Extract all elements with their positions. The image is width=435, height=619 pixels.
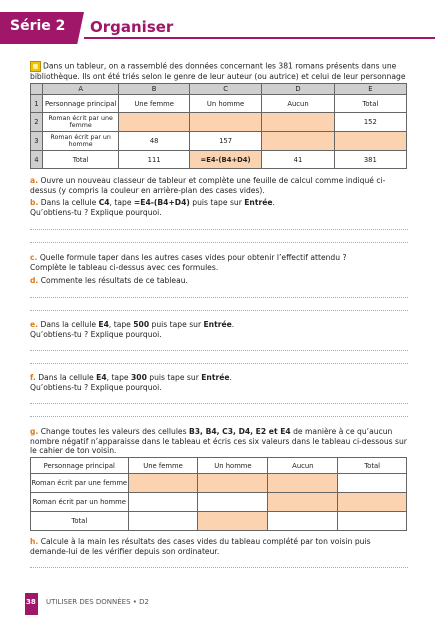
answer-line <box>30 416 408 417</box>
table-cell: Roman écrit par une femme <box>31 474 129 493</box>
key-name: Entrée <box>203 320 232 329</box>
question-d <box>30 276 410 286</box>
cell-ref: C4 <box>98 198 110 207</box>
table-cell: Total <box>334 95 406 113</box>
question-f <box>30 373 410 392</box>
question-letter: b. <box>30 198 39 207</box>
question-e <box>30 320 410 339</box>
table-cell: Roman écrit par une femme <box>42 113 119 132</box>
table-cell: Une femme <box>119 95 189 113</box>
col-header: A <box>42 84 119 95</box>
value-text: 500 <box>133 320 150 329</box>
empty-cell <box>198 474 268 493</box>
empty-cell <box>268 474 338 493</box>
empty-cell <box>128 512 198 531</box>
table-row <box>31 95 407 113</box>
empty-cell <box>262 113 334 132</box>
empty-cell <box>128 474 198 493</box>
col-header: E <box>334 84 406 95</box>
table-cell: Total <box>42 151 119 169</box>
table-cell: Roman écrit par un homme <box>31 493 129 512</box>
empty-cell <box>338 512 407 531</box>
col-header: Une femme <box>128 458 198 474</box>
question-text: Dans la cellule <box>38 373 97 382</box>
question-text: puis tape sur <box>149 320 204 329</box>
table-cell: Aucun <box>262 95 334 113</box>
table-cell: 157 <box>189 132 261 151</box>
answer-line <box>30 242 408 243</box>
answer-line <box>30 310 408 311</box>
row-index: 4 <box>31 151 43 169</box>
table-cell: Roman écrit par un homme <box>42 132 119 151</box>
question-c <box>30 253 410 272</box>
neighbour-table <box>30 457 407 531</box>
question-text: . <box>231 320 235 329</box>
empty-cell <box>198 493 268 512</box>
table-row <box>31 493 407 512</box>
table-row <box>31 151 407 169</box>
empty-cell <box>262 132 334 151</box>
cell-ref: E4 <box>98 320 109 329</box>
corner-cell <box>31 84 43 95</box>
answer-line <box>30 567 408 568</box>
table-cell: 48 <box>119 132 189 151</box>
question-g <box>30 427 410 456</box>
table-header-row <box>31 458 407 474</box>
question-b <box>30 198 410 217</box>
table-row <box>31 512 407 531</box>
key-name: Entrée <box>201 373 230 382</box>
answer-line <box>30 297 408 298</box>
question-letter: c. <box>30 253 38 262</box>
col-header: Personnage principal <box>31 458 129 474</box>
table-cell: 381 <box>334 151 406 169</box>
value-text: 300 <box>131 373 147 382</box>
question-text: Commente les résultats de ce tableau. <box>40 276 188 285</box>
table-row <box>31 474 407 493</box>
question-h <box>30 537 410 556</box>
question-text: Quelle formule taper dans les autres cases vides pour obtenir l’effectif attendu ? <box>39 253 347 262</box>
question-text: puis tape sur <box>189 198 245 207</box>
table-row <box>31 132 407 151</box>
question-letter: h. <box>30 537 39 546</box>
table-cell: 41 <box>262 151 334 169</box>
empty-cell <box>268 512 338 531</box>
intro-text: Dans un tableur, on a rassemblé des données concernant les 381 romans présents dans une bibliothèque. Ils ont été triés selon le genre de leur auteur (ou autrice) et celui de leur personnage <box>30 61 406 81</box>
col-header: B <box>119 84 189 95</box>
row-index: 2 <box>31 113 43 132</box>
col-header: D <box>262 84 334 95</box>
answer-line <box>30 229 408 230</box>
empty-cell <box>128 493 198 512</box>
cell-list: B3, B4, C3, D4, E2 et E4 <box>188 427 291 436</box>
question-text: , tape <box>109 198 134 207</box>
question-subtext: Complète le tableau ci-dessus avec ces formules. <box>30 262 219 272</box>
formula-text: =E4-(B4+D4) <box>133 198 190 207</box>
empty-cell <box>198 512 268 531</box>
answer-line <box>30 350 408 351</box>
table-cell: Personnage principal <box>42 95 119 113</box>
row-index: 3 <box>31 132 43 151</box>
question-subtext: Qu’obtiens-tu ? Explique pourquoi. <box>30 207 162 217</box>
empty-cell <box>189 113 261 132</box>
question-text: . <box>272 198 275 207</box>
col-header: Aucun <box>268 458 338 474</box>
serie-label: Série 2 <box>10 18 66 34</box>
question-letter: f. <box>30 373 36 382</box>
col-header: Un homme <box>198 458 268 474</box>
empty-cell <box>334 132 406 151</box>
table-cell: Un homme <box>189 95 261 113</box>
question-letter: a. <box>30 176 39 185</box>
cell-ref: E4 <box>96 373 107 382</box>
table-header-row <box>31 84 407 95</box>
question-subtext: Qu’obtiens-tu ? Explique pourquoi. <box>30 382 162 392</box>
answer-line <box>30 403 408 404</box>
empty-cell <box>268 493 338 512</box>
question-text: de manière à ce qu’aucun nombre négatif n’apparaisse dans le tableau et écris ces six valeurs dans le tableau ci-dessous sur le cahier de ton voisin. <box>30 427 407 455</box>
footer-text: UTILISER DES DONNÉES • D2 <box>46 598 149 606</box>
col-header: C <box>189 84 261 95</box>
page-number: 38 <box>26 598 36 606</box>
formula-cell: =E4-(B4+D4) <box>189 151 261 169</box>
col-header: Total <box>338 458 407 474</box>
table-cell: 111 <box>119 151 189 169</box>
question-letter: g. <box>30 427 39 436</box>
question-letter: e. <box>30 320 39 329</box>
question-text: puis tape sur <box>146 373 202 382</box>
empty-cell <box>119 113 189 132</box>
empty-cell <box>338 474 407 493</box>
question-text: . <box>229 373 232 382</box>
table-cell: Total <box>31 512 129 531</box>
question-text: Calcule à la main les résultats des cases vides du tableau complété par ton voisin puis demande-lui de les vérifier depuis son ordinateur. <box>30 537 371 556</box>
question-text: Dans la cellule <box>40 198 99 207</box>
table-cell: 152 <box>334 113 406 132</box>
question-text: Dans la cellule <box>40 320 99 329</box>
question-letter: d. <box>30 276 39 285</box>
question-a <box>30 176 410 195</box>
question-text: , tape <box>108 320 134 329</box>
question-text: Ouvre un nouveau classeur de tableur et complète une feuille de calcul comme indiqué ci-dessus (y compris la couleur en arrière-plan des cases vides). <box>30 176 386 195</box>
question-text: Change toutes les valeurs des cellules <box>40 427 189 436</box>
spreadsheet-icon: ▦ <box>30 61 41 72</box>
question-text: , tape <box>106 373 131 382</box>
spreadsheet-table <box>30 83 407 169</box>
empty-cell <box>338 493 407 512</box>
question-subtext: Qu’obtiens-tu ? Explique pourquoi. <box>30 329 162 339</box>
table-row <box>31 113 407 132</box>
key-name: Entrée <box>244 198 273 207</box>
row-index: 1 <box>31 95 43 113</box>
answer-line <box>30 363 408 364</box>
header-rule <box>84 37 435 39</box>
section-title: Organiser <box>90 18 174 36</box>
